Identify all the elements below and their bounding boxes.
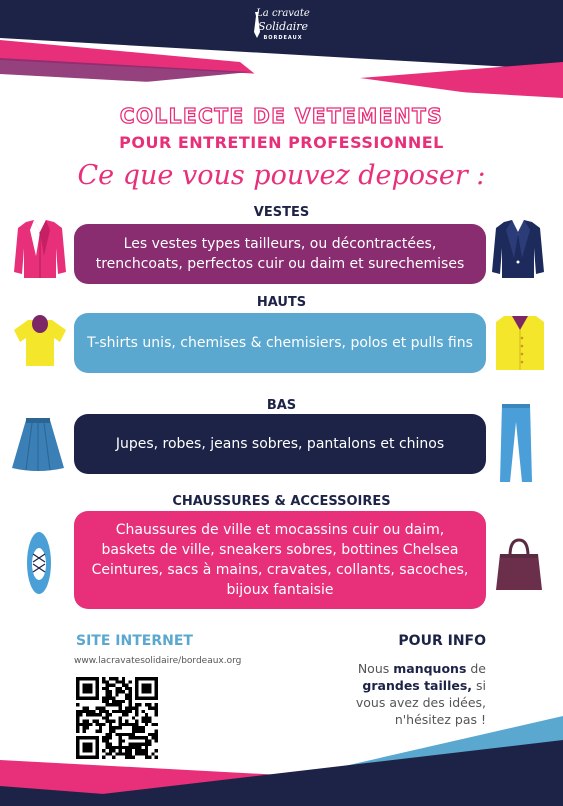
logo-line1: La cravate [256,8,310,19]
navy-jacket-icon [490,218,546,280]
pink-jacket-icon [12,218,68,280]
category-heading-hauts: HAUTS [256,295,307,310]
info-bold1: manquons [393,661,467,676]
yellow-tshirt-icon [12,314,68,370]
info-part5: n'hésitez pas ! [394,712,486,727]
info-part1: Nous [357,661,394,676]
info-title: POUR INFO [398,633,486,649]
site-title: SITE INTERNET [76,633,193,649]
category-box-chaussures [74,511,486,609]
category-heading-chaussures: CHAUSSURES & ACCESSOIRES [172,494,391,509]
category-heading-vestes: VESTES [253,205,310,220]
info-part2: de [466,661,486,676]
logo [248,4,318,46]
chaussures-line2: baskets de ville, sneakers sobres, bottines Chelsea [101,542,459,558]
info-bold2: grandes tailles, [362,678,473,693]
hauts-line1: T-shirts unis, chemises & chemisiers, polos et pulls fins [87,335,473,351]
info-text [316,660,486,728]
logo-line2: Solidaire [257,20,309,33]
bas-line1: Jupes, robes, jeans sobres, pantalons et chinos [115,436,445,452]
vestes-line1: Les vestes types tailleurs, ou décontractées, [123,236,437,252]
handbag-icon [496,536,542,592]
main-title: COLLECTE DE VETEMENTS [119,104,444,128]
skirt-icon [10,416,66,472]
qr-code [76,677,158,759]
category-box-hauts [74,313,486,373]
site-url[interactable]: www.lacravatesolidaire/bordeaux.org [74,656,242,666]
vestes-line2: trenchcoats, perfectos cuir ou daim et surechemises [95,256,465,272]
chaussures-line4: bijoux fantaisie [226,582,334,598]
info-part4: vous avez des idées, [355,695,486,710]
category-box-bas [74,414,486,474]
chaussures-line1: Chaussures de ville et mocassins cuir ou daim, [115,522,445,538]
chaussures-line3: Ceintures, sacs à mains, cravates, collants, sacoches, [91,562,469,578]
script-title: Ce que vous pouvez deposer : [77,160,486,191]
category-heading-bas: BAS [266,398,297,413]
yellow-cardigan-icon [492,312,548,372]
jeans-icon [498,402,534,484]
category-box-vestes [74,224,486,284]
info-part3: si [472,678,486,693]
logo-line3: BORDEAUX [263,35,303,41]
sub-title: POUR ENTRETIEN PROFESSIONNEL [119,133,444,152]
shoe-icon [24,530,54,596]
